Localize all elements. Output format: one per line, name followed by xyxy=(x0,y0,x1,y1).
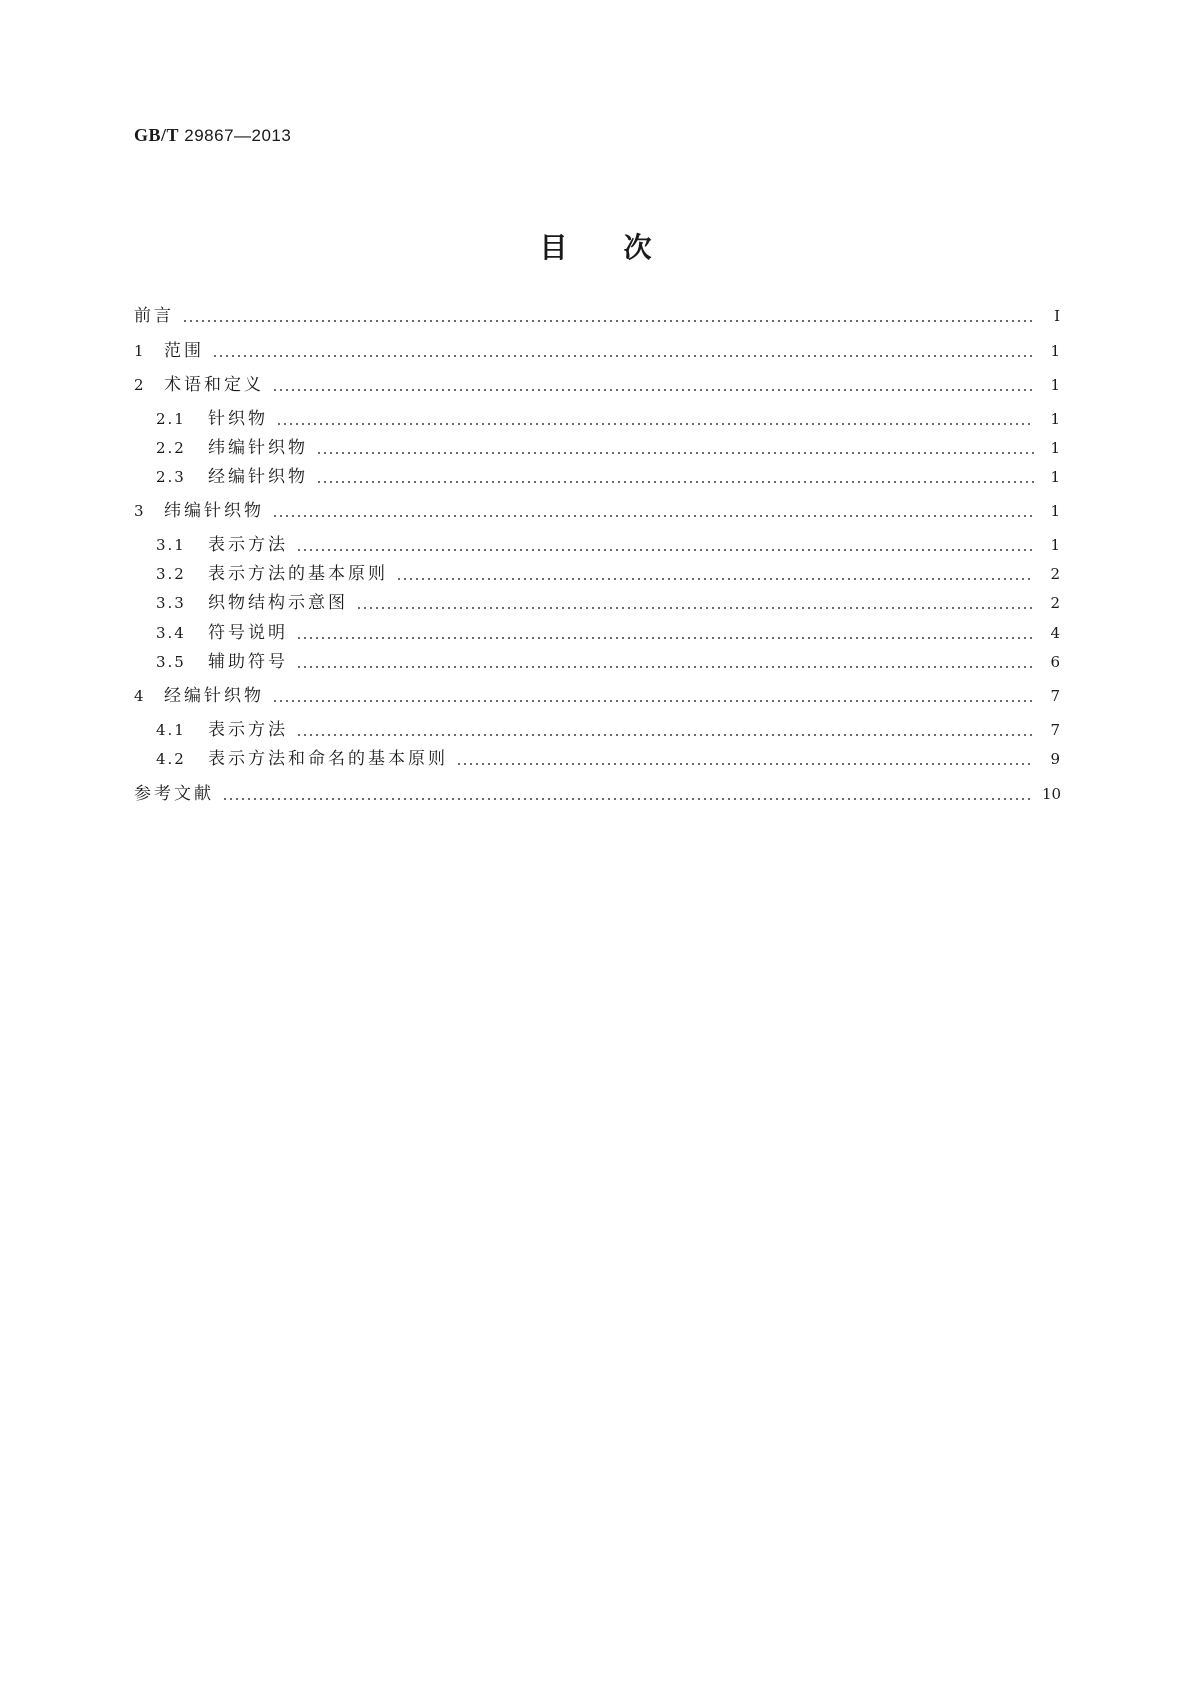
toc-entry[interactable] xyxy=(156,533,1060,557)
toc-entry-label: 术语和定义 xyxy=(164,375,264,395)
toc-leader-dots xyxy=(222,798,1034,800)
toc-leader-dots xyxy=(456,763,1034,765)
toc-entry-label: 表示方法和命名的基本原则 xyxy=(208,749,448,769)
toc-entry-label: 表示方法 xyxy=(208,720,288,740)
toc-entry-page: 9 xyxy=(1050,750,1060,768)
toc-entry-number: 4.2 xyxy=(156,750,186,768)
toc-entry[interactable] xyxy=(156,591,1060,615)
toc-leader-dots xyxy=(296,549,1034,551)
toc-entry[interactable] xyxy=(156,650,1060,674)
toc-entry-number: 3 xyxy=(134,502,145,520)
toc-entry-label: 经编针织物 xyxy=(208,467,308,487)
toc-entry-number: 3.4 xyxy=(156,624,186,642)
toc-entry[interactable] xyxy=(156,621,1060,645)
toc-leader-dots xyxy=(296,637,1034,639)
toc-entry[interactable] xyxy=(134,304,1060,328)
toc-entry-label: 参考文献 xyxy=(134,784,214,804)
toc-entry-page: 1 xyxy=(1050,342,1060,360)
toc-entry-number: 3.2 xyxy=(156,565,186,583)
toc-entry-label: 符号说明 xyxy=(208,623,288,643)
toc-leader-dots xyxy=(356,607,1034,609)
toc-entry[interactable] xyxy=(134,499,1060,523)
toc-entry-label: 针织物 xyxy=(208,409,268,429)
toc-entry[interactable] xyxy=(134,684,1060,708)
toc-entry-page: 1 xyxy=(1050,536,1060,554)
toc-leader-dots xyxy=(182,320,1034,322)
toc-entry-number: 2.2 xyxy=(156,439,186,457)
toc-entry-number: 3.3 xyxy=(156,594,186,612)
toc-entry-page: 4 xyxy=(1050,624,1060,642)
toc-entry-number: 2 xyxy=(134,376,145,394)
toc-entry-page: 1 xyxy=(1050,376,1060,394)
toc-entry-label: 织物结构示意图 xyxy=(208,593,348,613)
toc-entry-page: 1 xyxy=(1050,439,1060,457)
page-title: 目次 xyxy=(539,231,708,264)
toc-entry-page: 1 xyxy=(1050,468,1060,486)
toc-leader-dots xyxy=(316,452,1034,454)
toc-entry-page: 2 xyxy=(1050,594,1060,612)
toc-entry-number: 1 xyxy=(134,342,145,360)
toc-entry[interactable] xyxy=(156,465,1060,489)
toc-entry-label: 经编针织物 xyxy=(164,686,264,706)
toc-entry-page: 1 xyxy=(1050,410,1060,428)
toc-entry-label: 辅助符号 xyxy=(208,652,288,672)
toc-leader-dots xyxy=(272,700,1034,702)
toc-entry[interactable] xyxy=(134,339,1060,363)
toc-entry[interactable] xyxy=(156,436,1060,460)
toc-entry-number: 4 xyxy=(134,687,145,705)
toc-entry-number: 2.1 xyxy=(156,410,186,428)
toc-entry-number: 3.1 xyxy=(156,536,186,554)
toc-leader-dots xyxy=(272,389,1034,391)
toc-entry-label: 表示方法的基本原则 xyxy=(208,564,388,584)
toc-entry-label: 表示方法 xyxy=(208,535,288,555)
toc-entry-page: 6 xyxy=(1050,653,1060,671)
toc-entry-number: 2.3 xyxy=(156,468,186,486)
toc-entry-page: 7 xyxy=(1050,687,1060,705)
toc-entry-page: 10 xyxy=(1042,785,1062,803)
toc-entry-page: Ⅰ xyxy=(1054,307,1060,325)
toc-entry-page: 7 xyxy=(1050,721,1060,739)
toc-leader-dots xyxy=(316,481,1034,483)
standard-number: 29867—2013 xyxy=(184,126,292,145)
toc-leader-dots xyxy=(296,666,1034,668)
standard-code xyxy=(134,125,291,146)
toc-leader-dots xyxy=(276,423,1034,425)
toc-entry-number: 4.1 xyxy=(156,721,186,739)
toc-entry[interactable] xyxy=(134,782,1060,806)
toc-leader-dots xyxy=(212,355,1034,357)
toc-entry[interactable] xyxy=(156,562,1060,586)
toc-entry-label: 纬编针织物 xyxy=(208,438,308,458)
toc-entry-label: 纬编针织物 xyxy=(164,501,264,521)
toc-entry-page: 2 xyxy=(1050,565,1060,583)
toc-leader-dots xyxy=(396,578,1034,580)
toc-leader-dots xyxy=(272,515,1034,517)
toc-leader-dots xyxy=(296,734,1034,736)
standard-prefix: GB/T xyxy=(134,125,180,145)
toc-entry-label: 范围 xyxy=(164,341,204,361)
toc-entry-number: 3.5 xyxy=(156,653,186,671)
toc-entry[interactable] xyxy=(134,373,1060,397)
toc-entry[interactable] xyxy=(156,747,1060,771)
toc-entry-label: 前言 xyxy=(134,306,174,326)
toc-entry[interactable] xyxy=(156,718,1060,742)
toc-entry-page: 1 xyxy=(1050,502,1060,520)
toc-entry[interactable] xyxy=(156,407,1060,431)
